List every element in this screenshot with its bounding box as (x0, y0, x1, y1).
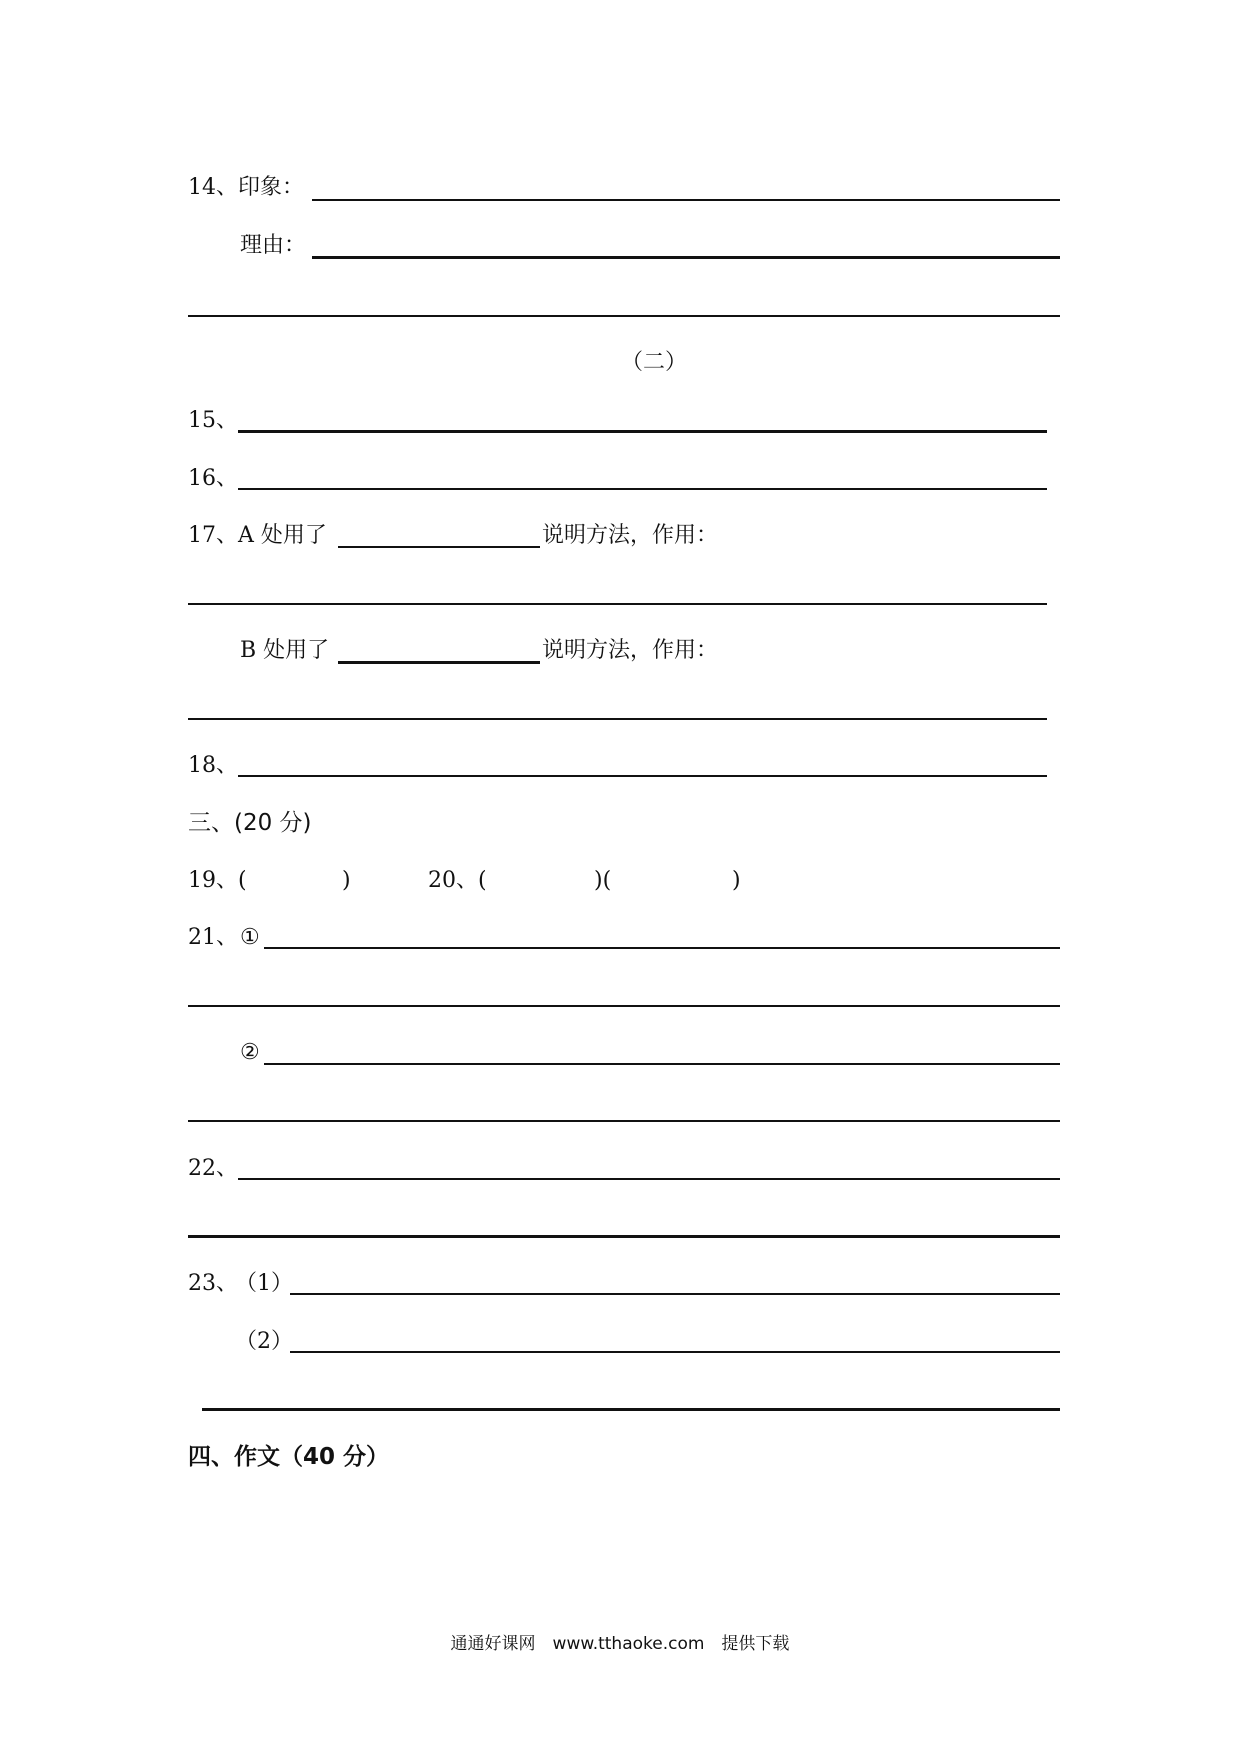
q23-part-1-label: （1） (235, 1271, 293, 1296)
q21-answer-line-1b[interactable] (188, 1005, 1060, 1007)
q17-b-label: B 处用了 (240, 638, 330, 663)
section-three-heading: 三、(20 分) (188, 810, 312, 836)
q16-answer-line[interactable] (238, 488, 1047, 490)
q16-label: 16、 (188, 466, 238, 491)
q21-answer-line-2b[interactable] (188, 1120, 1060, 1122)
q14-answer-line-reason-2[interactable] (188, 315, 1060, 317)
q22-answer-line-2[interactable] (188, 1235, 1060, 1238)
q21-mark-1: ① (240, 925, 260, 950)
q17-b-answer-line[interactable] (188, 718, 1047, 720)
q18-answer-line[interactable] (238, 775, 1047, 777)
page-footer: 通通好课网 www.tthaoke.com 提供下载 (450, 1634, 790, 1654)
q14-label: 14、印象： (188, 175, 304, 200)
q21-answer-line-1a[interactable] (264, 947, 1060, 949)
q22-answer-line-1[interactable] (238, 1178, 1060, 1180)
q14-reason-label: 理由： (240, 233, 307, 258)
section-two-heading: （二） (621, 350, 688, 375)
q17-a-answer-line[interactable] (188, 603, 1047, 605)
q20-close-paren: ) (732, 868, 741, 893)
q22-label: 22、 (188, 1156, 238, 1181)
q17-a-suffix: 说明方法，作用： (542, 523, 719, 548)
q23-label: 23、 (188, 1271, 238, 1296)
q17-b-method-blank[interactable] (338, 661, 540, 664)
q17-b-suffix: 说明方法，作用： (542, 638, 719, 663)
q17-a-method-blank[interactable] (338, 546, 540, 548)
q19-close-paren: ) (342, 868, 351, 893)
q14-answer-line-reason[interactable] (312, 256, 1060, 259)
q23-part-1-answer-line[interactable] (290, 1293, 1060, 1295)
q23-part-2-label: （2） (235, 1329, 293, 1354)
q21-mark-2: ② (240, 1040, 260, 1065)
q18-label: 18、 (188, 753, 238, 778)
q15-answer-line[interactable] (238, 430, 1047, 433)
q14-answer-line-impression[interactable] (312, 199, 1060, 201)
q20-label: 20、( (428, 868, 487, 893)
q19-label: 19、( (188, 868, 247, 893)
q23-answer-line-extra[interactable] (202, 1408, 1060, 1411)
q17-a-label: 17、A 处用了 (188, 523, 327, 548)
q15-label: 15、 (188, 408, 238, 433)
q20-mid-paren: )( (594, 868, 612, 893)
q23-part-2-answer-line[interactable] (290, 1351, 1060, 1353)
q21-label: 21、 (188, 925, 238, 950)
section-four-heading: 四、作文（40 分） (188, 1444, 390, 1470)
q21-answer-line-2a[interactable] (264, 1063, 1060, 1065)
